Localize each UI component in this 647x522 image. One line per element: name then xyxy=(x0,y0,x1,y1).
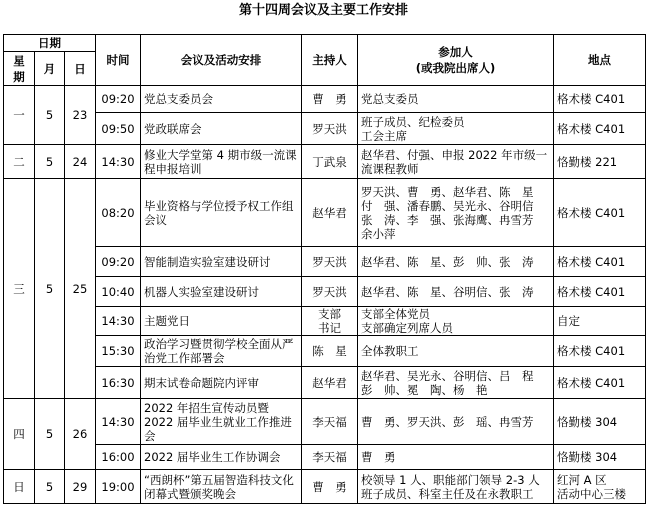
table-row xyxy=(4,470,646,504)
meeting-cell: “西朗杯”第五届智造科技文化闭幕式暨颁奖晚会 xyxy=(141,470,302,504)
table-row xyxy=(4,367,646,399)
attendees-cell: 党总支委员 xyxy=(358,86,554,113)
meeting-cell: 2022 届毕业生工作协调会 xyxy=(141,445,302,470)
meeting-cell: 毕业资格与学位授予权工作组会议 xyxy=(141,179,302,247)
header-location: 地点 xyxy=(554,35,646,86)
month-cell: 5 xyxy=(35,179,65,399)
schedule-table xyxy=(3,34,646,504)
meeting-cell: 机器人实验室建设研讨 xyxy=(141,277,302,307)
host-cell: 赵华君 xyxy=(302,367,358,399)
weekday-cell: 一 xyxy=(4,86,35,145)
attendees-cell: 赵华君、陈 星、彭 帅、张 涛 xyxy=(358,247,554,277)
time-cell: 09:20 xyxy=(96,86,141,113)
table-row xyxy=(4,445,646,470)
attendees-cell: 校领导 1 人、职能部门领导 2-3 人 班子成员、科室主任及在永教职工 xyxy=(358,470,554,504)
location-cell: 恪勤楼 304 xyxy=(554,445,646,470)
table-row xyxy=(4,307,646,336)
day-cell: 25 xyxy=(65,179,96,399)
table-row xyxy=(4,247,646,277)
day-cell: 29 xyxy=(65,470,96,504)
location-cell: 格术楼 C401 xyxy=(554,367,646,399)
attendees-cell: 曹 勇 xyxy=(358,445,554,470)
host-cell: 罗天洪 xyxy=(302,247,358,277)
table-row xyxy=(4,277,646,307)
time-cell: 08:20 xyxy=(96,179,141,247)
time-cell: 16:30 xyxy=(96,367,141,399)
header-month: 月 xyxy=(35,52,65,86)
location-cell: 红河 A 区 活动中心三楼 xyxy=(554,470,646,504)
time-cell: 19:00 xyxy=(96,470,141,504)
weekday-cell: 二 xyxy=(4,145,35,179)
day-cell: 24 xyxy=(65,145,96,179)
meeting-cell: 党总支委员会 xyxy=(141,86,302,113)
location-cell: 恪勤楼 221 xyxy=(554,145,646,179)
table-row xyxy=(4,336,646,367)
day-cell: 23 xyxy=(65,86,96,145)
time-cell: 10:40 xyxy=(96,277,141,307)
table-row xyxy=(4,179,646,247)
location-cell: 格术楼 C401 xyxy=(554,179,646,247)
meeting-cell: 期末试卷命题院内评审 xyxy=(141,367,302,399)
page-title: 第十四周会议及主要工作安排 xyxy=(238,3,408,18)
host-cell: 赵华君 xyxy=(302,179,358,247)
meeting-cell: 智能制造实验室建设研讨 xyxy=(141,247,302,277)
host-cell: 支部 书记 xyxy=(302,307,358,336)
time-cell: 14:30 xyxy=(96,145,141,179)
location-cell: 恪勤楼 304 xyxy=(554,399,646,445)
header-attendees: 参加人 (或我院出席人) xyxy=(358,35,554,86)
host-cell: 丁武泉 xyxy=(302,145,358,179)
location-cell: 格术楼 C401 xyxy=(554,113,646,145)
location-cell: 格术楼 C401 xyxy=(554,86,646,113)
table-row xyxy=(4,113,646,145)
location-cell: 格术楼 C401 xyxy=(554,336,646,367)
host-cell: 李天福 xyxy=(302,399,358,445)
host-cell: 曹 勇 xyxy=(302,86,358,113)
attendees-cell: 班子成员、纪检委员 工会主席 xyxy=(358,113,554,145)
month-cell: 5 xyxy=(35,399,65,470)
attendees-cell: 赵华君、吴光永、谷明信、吕 程 彭 帅、冕 陶、杨 艳 xyxy=(358,367,554,399)
header-day: 日 xyxy=(65,52,96,86)
attendees-cell: 赵华君、陈 星、谷明信、张 涛 xyxy=(358,277,554,307)
meeting-cell: 党政联席会 xyxy=(141,113,302,145)
meeting-cell: 修业大学堂第 4 期市级一流课程申报培训 xyxy=(141,145,302,179)
header-time: 时间 xyxy=(96,35,141,86)
table-row xyxy=(4,86,646,113)
meeting-cell: 主题党日 xyxy=(141,307,302,336)
time-cell: 14:30 xyxy=(96,399,141,445)
time-cell: 14:30 xyxy=(96,307,141,336)
attendees-cell: 罗天洪、曹 勇、赵华君、陈 星 付 强、潘春鹏、吴光永、谷明信 张 涛、李 强、张海鹰、冉雪芳 余小萍 xyxy=(358,179,554,247)
month-cell: 5 xyxy=(35,470,65,504)
month-cell: 5 xyxy=(35,145,65,179)
host-cell: 曹 勇 xyxy=(302,470,358,504)
meeting-cell: 政治学习暨贯彻学校全面从严治党工作部署会 xyxy=(141,336,302,367)
attendees-cell: 曹 勇、罗天洪、彭 瑶、冉雪芳 xyxy=(358,399,554,445)
meeting-cell: 2022 年招生宣传动员暨2022 届毕业生就业工作推进会 xyxy=(141,399,302,445)
header-weekday: 星期 xyxy=(4,52,35,86)
location-cell: 格术楼 C401 xyxy=(554,247,646,277)
header-host: 主持人 xyxy=(302,35,358,86)
time-cell: 09:20 xyxy=(96,247,141,277)
table-row xyxy=(4,145,646,179)
weekday-cell: 三 xyxy=(4,179,35,399)
attendees-cell: 全体教职工 xyxy=(358,336,554,367)
time-cell: 15:30 xyxy=(96,336,141,367)
header-date: 日期 xyxy=(4,35,96,52)
host-cell: 李天福 xyxy=(302,445,358,470)
weekday-cell: 日 xyxy=(4,470,35,504)
day-cell: 26 xyxy=(65,399,96,470)
host-cell: 罗天洪 xyxy=(302,113,358,145)
attendees-cell: 赵华君、付强、申报 2022 年市级一流课程教师 xyxy=(358,145,554,179)
time-cell: 09:50 xyxy=(96,113,141,145)
header-meeting: 会议及活动安排 xyxy=(141,35,302,86)
host-cell: 罗天洪 xyxy=(302,277,358,307)
host-cell: 陈 星 xyxy=(302,336,358,367)
location-cell: 格术楼 C401 xyxy=(554,277,646,307)
table-row xyxy=(4,399,646,445)
location-cell: 自定 xyxy=(554,307,646,336)
month-cell: 5 xyxy=(35,86,65,145)
weekday-cell: 四 xyxy=(4,399,35,470)
attendees-cell: 支部全体党员 支部确定列席人员 xyxy=(358,307,554,336)
time-cell: 16:00 xyxy=(96,445,141,470)
